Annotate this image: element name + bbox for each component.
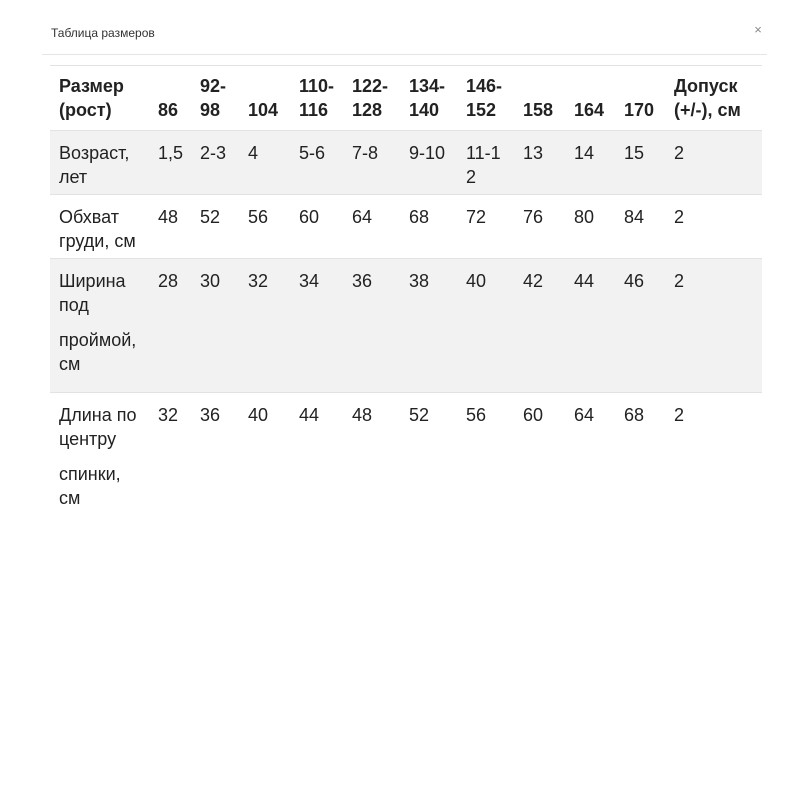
modal-title: Таблица размеров: [51, 26, 155, 40]
row-label: Ширина под проймой, см: [59, 271, 137, 374]
cell: 64: [574, 405, 595, 425]
header-tolerance: Допуск (+/-), см: [674, 76, 741, 120]
table-row-armhole-width: [50, 259, 762, 393]
header-size: 170: [624, 100, 655, 120]
cell: 56: [248, 207, 269, 227]
header-size: 104: [248, 100, 279, 120]
cell: 52: [200, 207, 221, 227]
header-size: 86: [158, 100, 179, 120]
cell: 46: [624, 271, 645, 291]
cell: 36: [200, 405, 221, 425]
close-icon[interactable]: ×: [754, 22, 762, 37]
header-size: 164: [574, 100, 605, 120]
cell: 32: [248, 271, 269, 291]
table-row-age: [50, 131, 762, 195]
modal-header: [42, 0, 767, 55]
row-label: Возраст, лет: [59, 143, 130, 187]
cell: 4: [248, 143, 259, 163]
row-label: Обхват груди, см: [59, 207, 136, 251]
header-size: 134- 140: [409, 76, 446, 120]
header-size: 110- 116: [299, 76, 335, 120]
size-table: [50, 65, 762, 527]
table-row-chest: [50, 195, 762, 259]
cell: 64: [352, 207, 373, 227]
cell: 52: [409, 405, 430, 425]
cell: 48: [158, 207, 179, 227]
cell: 60: [523, 405, 544, 425]
cell: 28: [158, 271, 179, 291]
cell-tolerance: 2: [674, 271, 685, 291]
cell: 44: [299, 405, 320, 425]
cell: 80: [574, 207, 595, 227]
cell-tolerance: 2: [674, 207, 685, 227]
cell: 14: [574, 143, 595, 163]
cell: 76: [523, 207, 544, 227]
header-size-label: Размер (рост): [59, 76, 124, 120]
cell: 2-3: [200, 143, 227, 163]
cell: 32: [158, 405, 179, 425]
cell: 72: [466, 207, 487, 227]
cell: 68: [409, 207, 430, 227]
size-table-container: [50, 65, 762, 527]
cell: 44: [574, 271, 595, 291]
header-size: 158: [523, 100, 554, 120]
cell: 15: [624, 143, 645, 163]
cell: 11-12: [466, 143, 501, 187]
table-header-row: [50, 66, 762, 131]
cell: 5-6: [299, 143, 326, 163]
cell: 7-8: [352, 143, 379, 163]
cell: 30: [200, 271, 221, 291]
cell: 40: [248, 405, 269, 425]
header-size: 92- 98: [200, 76, 227, 120]
cell: 60: [299, 207, 320, 227]
cell: 56: [466, 405, 487, 425]
cell: 84: [624, 207, 645, 227]
header-size: 122- 128: [352, 76, 389, 120]
header-size: 146- 152: [466, 76, 503, 120]
cell-tolerance: 2: [674, 405, 685, 425]
cell: 42: [523, 271, 544, 291]
table-row-back-length: [50, 393, 762, 527]
cell: 1,5: [158, 143, 184, 163]
cell: 36: [352, 271, 373, 291]
cell: 38: [409, 271, 430, 291]
cell: 13: [523, 143, 544, 163]
cell: 40: [466, 271, 487, 291]
cell-tolerance: 2: [674, 143, 685, 163]
row-label: Длина по центру спинки, см: [59, 405, 137, 508]
cell: 68: [624, 405, 645, 425]
cell: 34: [299, 271, 320, 291]
cell: 9-10: [409, 143, 446, 163]
cell: 48: [352, 405, 373, 425]
